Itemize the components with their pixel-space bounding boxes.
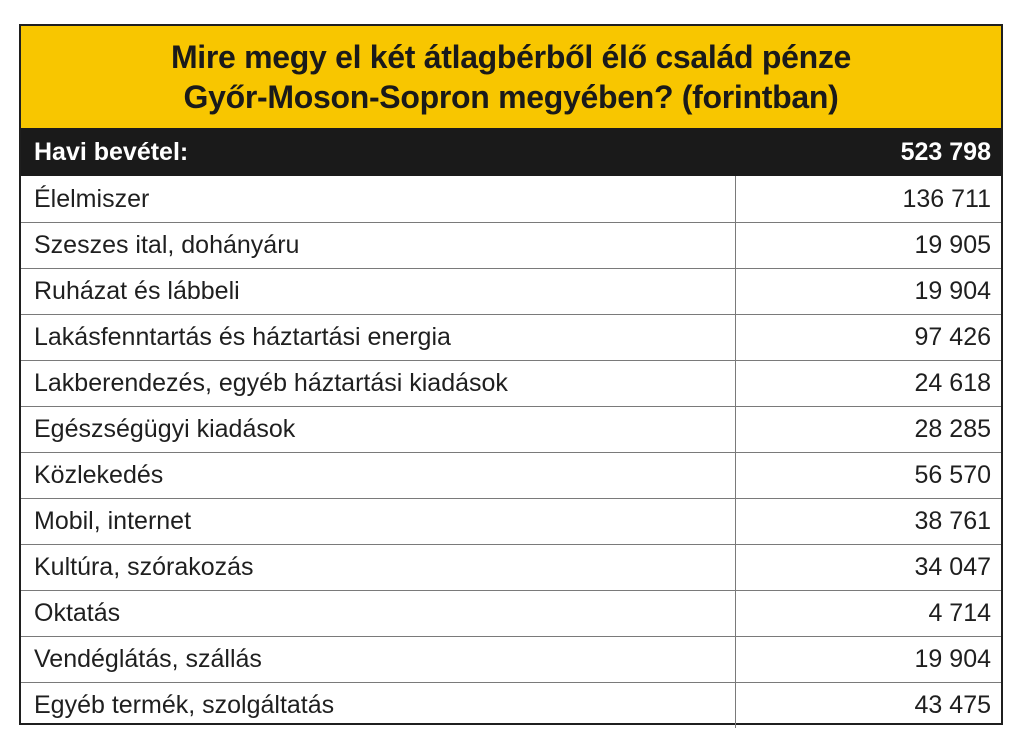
table-row	[21, 222, 1001, 268]
row-value: 19 905	[914, 231, 991, 259]
row-label: Élelmiszer	[21, 176, 736, 222]
row-label: Lakásfenntartás és háztartási energia	[21, 315, 736, 360]
table-row	[21, 682, 1001, 728]
table-row	[21, 498, 1001, 544]
row-value: 34 047	[914, 553, 991, 581]
income-label: Havi bevétel:	[34, 137, 189, 166]
row-value: 43 475	[914, 691, 991, 719]
row-label: Mobil, internet	[21, 499, 736, 544]
row-label: Oktatás	[21, 591, 736, 636]
row-value: 56 570	[914, 461, 991, 489]
row-value: 19 904	[914, 277, 991, 305]
table-row	[21, 406, 1001, 452]
table-row	[21, 636, 1001, 682]
row-value: 136 711	[902, 184, 991, 213]
row-label: Kultúra, szórakozás	[21, 545, 736, 590]
row-value: 19 904	[914, 645, 991, 673]
table-row	[21, 360, 1001, 406]
row-label: Lakberendezés, egyéb háztartási kiadások	[21, 361, 736, 406]
row-label: Közlekedés	[21, 453, 736, 498]
income-value: 523 798	[900, 137, 991, 166]
row-value: 4 714	[928, 599, 991, 627]
table-row	[21, 590, 1001, 636]
row-label: Ruházat és lábbeli	[21, 269, 736, 314]
title-line-1: Mire megy el két átlagbérből élő család pénze	[170, 39, 852, 75]
title-line-2: Győr-Moson-Sopron megyében? (forintban)	[183, 79, 839, 115]
row-label: Vendéglátás, szállás	[21, 637, 736, 682]
row-value: 28 285	[914, 415, 991, 443]
table-row	[21, 314, 1001, 360]
table-row	[21, 452, 1001, 498]
table-title	[21, 26, 1001, 128]
row-value: 38 761	[914, 507, 991, 535]
row-value: 97 426	[914, 323, 991, 351]
table-row	[21, 176, 1001, 222]
row-label: Szeszes ital, dohányáru	[21, 223, 736, 268]
row-label: Egyéb termék, szolgáltatás	[21, 683, 736, 728]
table-row	[21, 544, 1001, 590]
income-header-row	[21, 128, 1001, 176]
table-row	[21, 268, 1001, 314]
expenses-table	[19, 24, 1003, 725]
row-label: Egészségügyi kiadások	[21, 407, 736, 452]
expense-rows	[21, 176, 1001, 728]
row-value: 24 618	[914, 369, 991, 397]
